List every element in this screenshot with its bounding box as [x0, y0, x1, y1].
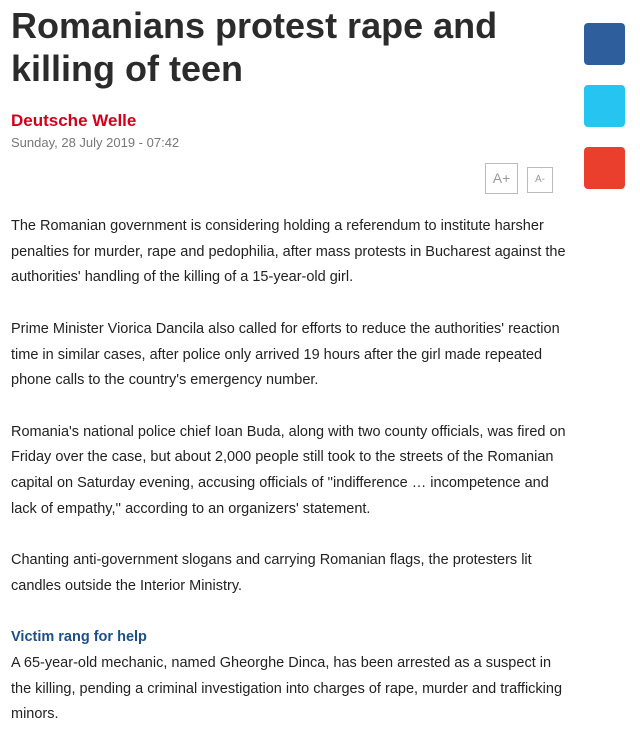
article-date: Sunday, 28 July 2019 - 07:42	[11, 135, 180, 150]
article-source[interactable]: Deutsche Welle	[11, 111, 137, 130]
article-subheading: Victim rang for help	[11, 629, 147, 646]
article-paragraph: A 65-year-old mechanic, named Gheorghe Dinca, has been arrested as a suspect in the killing, pending a criminal investigation into charges of rape, murder and trafficking minors.	[11, 654, 563, 723]
twitter-share-button[interactable]	[584, 85, 625, 127]
article-paragraph: The Romanian government is considering holding a referendum to institute harsher penalties for murder, rape and pedophilia, after mass protests in Bucharest against the authorities' handling of the killing of a 15-year-old girl.	[11, 218, 566, 286]
article	[11, 0, 571, 723]
article-paragraph: Romania's national police chief Ioan Buda, along with two county officials, was fired on Friday over the case, but about 2,000 people still took to the streets of the Romanian capital on Saturday evening, accusing officials of ''indifference … incompetence and lack of empathy,'' according to an organizers' statement.	[11, 423, 566, 517]
article-paragraph: Prime Minister Viorica Dancila also called for efforts to reduce the authorities' reaction time in similar cases, after police only arrived 19 hours after the girl made repeated phone calls to the country's emergency number.	[11, 320, 560, 389]
font-increase-button[interactable]: A+	[485, 163, 518, 194]
facebook-share-button[interactable]	[584, 23, 625, 65]
article-body	[11, 214, 571, 754]
font-decrease-button[interactable]: A-	[527, 167, 553, 193]
article-paragraph: Chanting anti-government slogans and carrying Romanian flags, the protesters lit candles outside the Interior Ministry.	[11, 552, 532, 594]
article-headline: Romanians protest rape and killing of teen	[11, 5, 498, 89]
google-plus-share-button[interactable]	[584, 147, 625, 189]
